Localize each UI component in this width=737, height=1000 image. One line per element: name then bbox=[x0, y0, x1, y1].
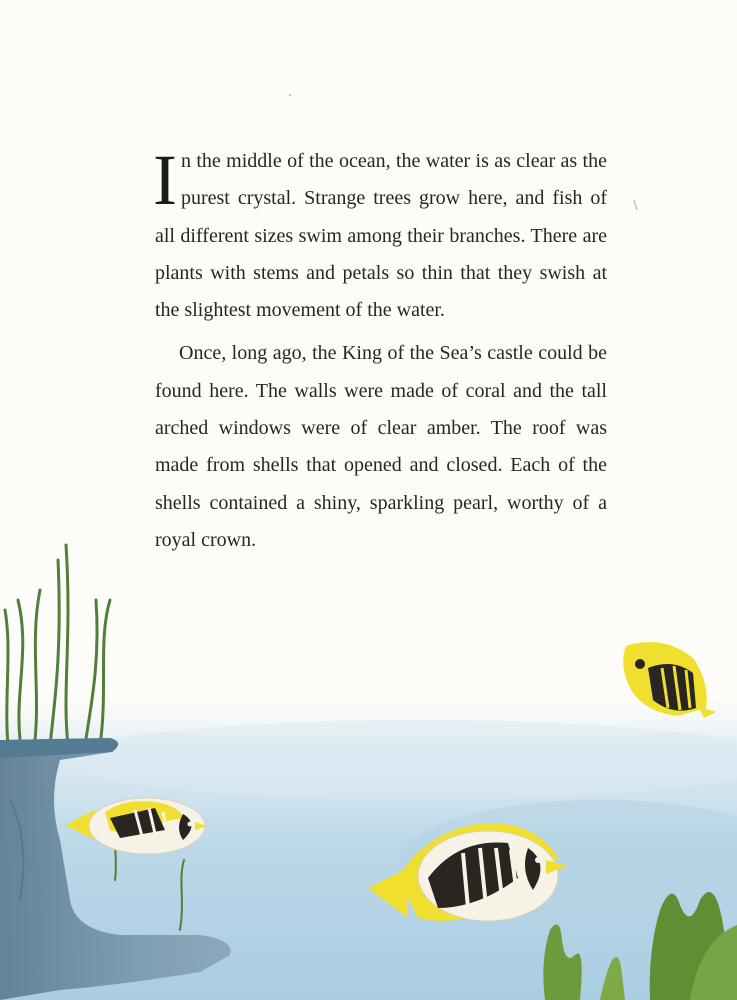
story-paragraph-1 bbox=[153, 140, 607, 329]
story-text bbox=[153, 140, 607, 559]
paper-speck bbox=[634, 200, 637, 210]
drop-cap: I bbox=[153, 140, 177, 220]
paragraph-1-text: n the middle of the ocean, the water is as clear as the purest crystal. Strange trees grow here, and fish of all different sizes swim among their branches. There are plants with stems and petals so thin that they swish at the slightest movement of the water. bbox=[155, 150, 607, 322]
paper-speck bbox=[289, 94, 291, 96]
story-paragraph-2: Once, long ago, the King of the Sea’s castle could be found here. The walls were made of coral and the tall arched windows were of clear amber. The roof was made from shells that opened and closed. Each of the shells contained a shiny, sparkling pearl, worthy of a royal crown. bbox=[155, 342, 607, 551]
